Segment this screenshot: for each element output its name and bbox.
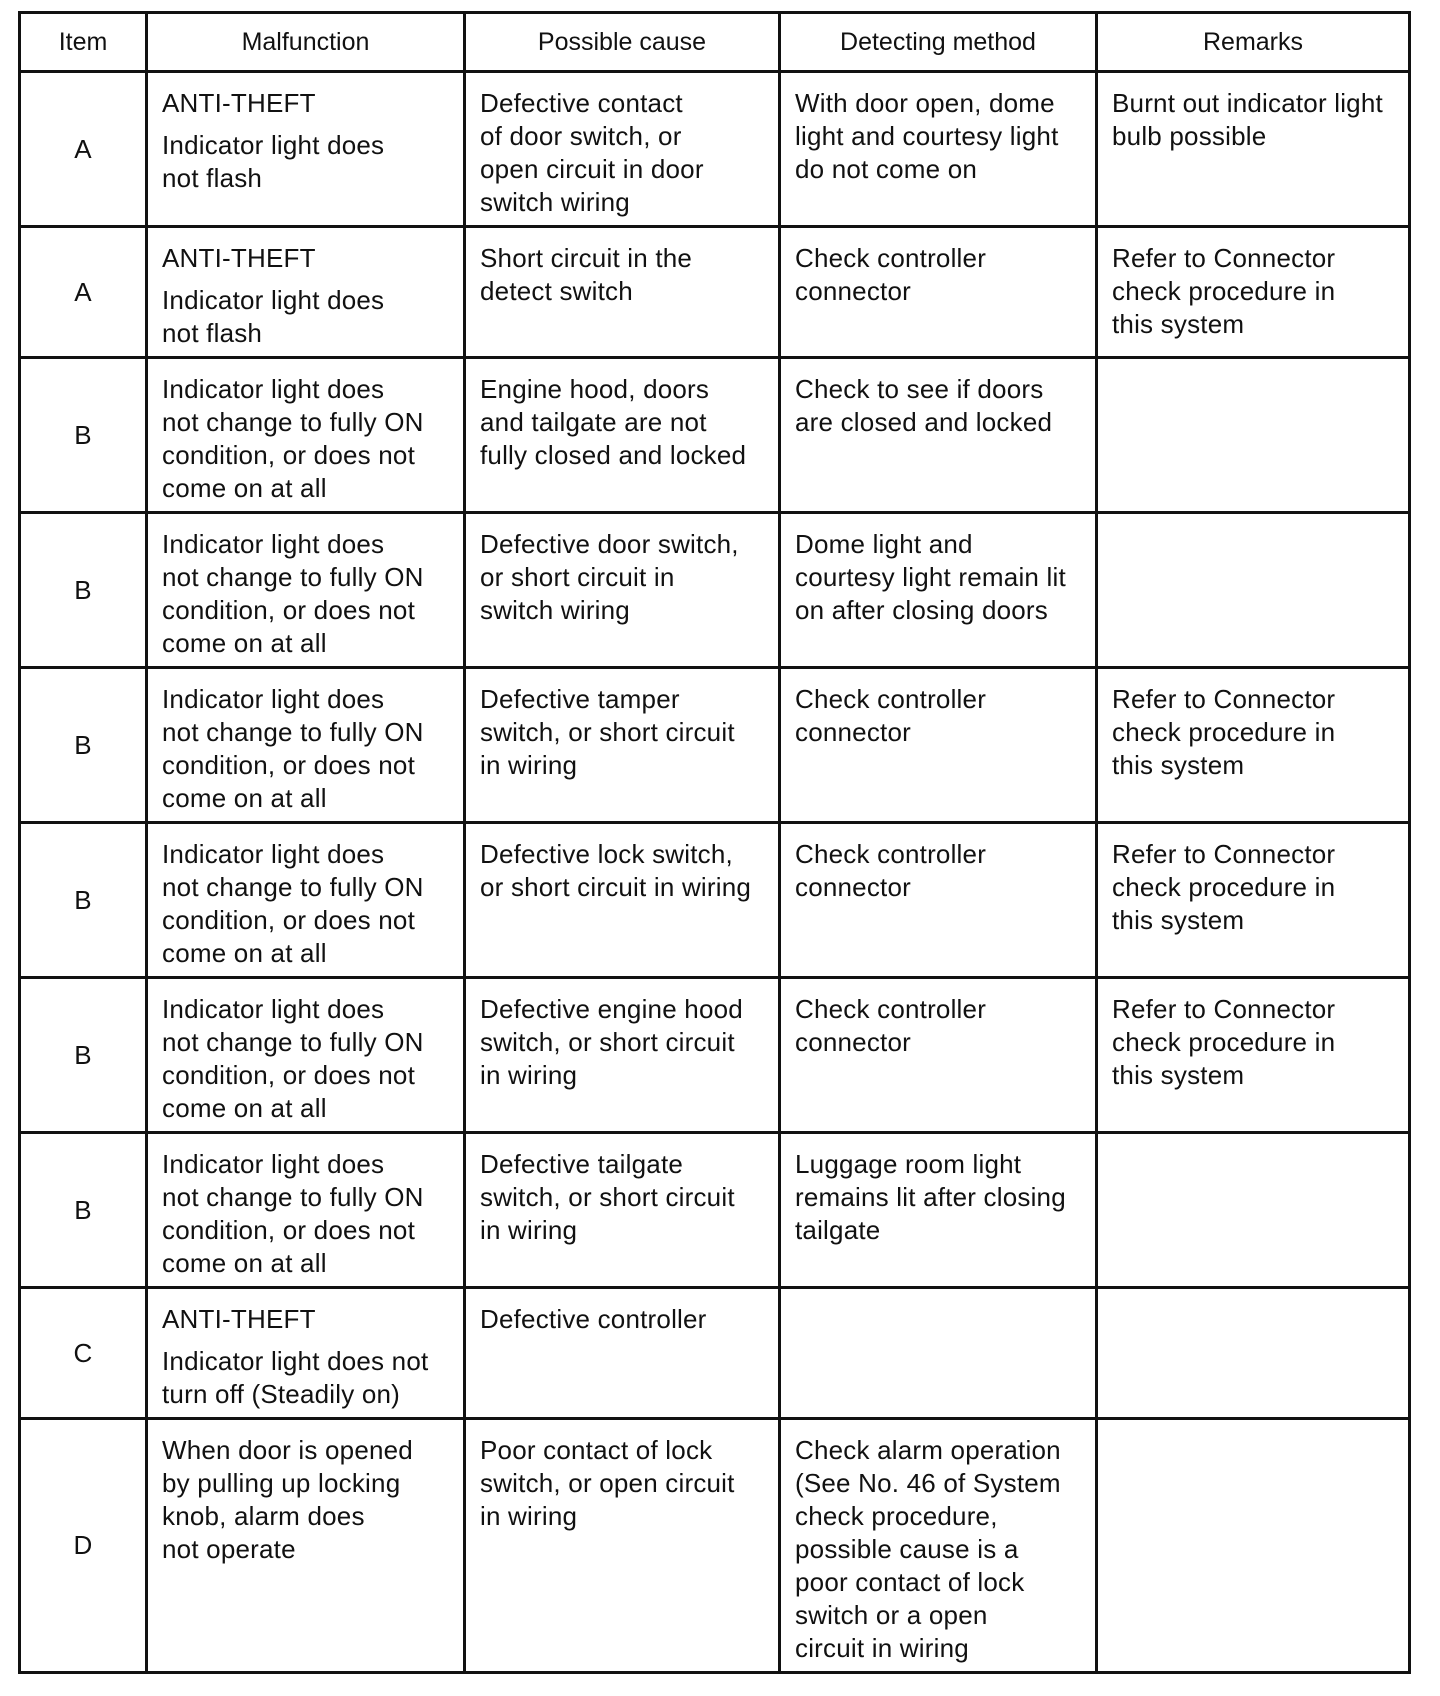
malfunction-line: Indicator light does: [162, 684, 385, 714]
method-line: connector: [795, 872, 911, 902]
item-cell: A: [20, 72, 147, 227]
malfunction-line: Indicator light does: [162, 130, 385, 160]
cause-cell: [465, 1419, 780, 1673]
table-row: [20, 1288, 1410, 1419]
method-line: courtesy light remain lit: [795, 562, 1066, 592]
remarks-line: this system: [1112, 1060, 1245, 1090]
remarks-line: Burnt out indicator light: [1112, 88, 1383, 118]
remarks-line: check procedure in: [1112, 276, 1336, 306]
remarks-cell: [1097, 513, 1410, 668]
method-cell: [780, 1288, 1097, 1419]
item-cell: A: [20, 227, 147, 358]
malfunction-line: Indicator light does: [162, 374, 385, 404]
method-cell: [780, 823, 1097, 978]
malfunction-line: When door is opened: [162, 1435, 413, 1465]
method-line: Check controller: [795, 684, 987, 714]
malfunction-line: condition, or does not: [162, 905, 416, 935]
method-line: poor contact of lock: [795, 1567, 1025, 1597]
malfunction-line: come on at all: [162, 938, 327, 968]
method-line: Luggage room light: [795, 1149, 1022, 1179]
malfunction-line: come on at all: [162, 783, 327, 813]
table-row: [20, 227, 1410, 358]
cause-cell: [465, 1133, 780, 1288]
method-cell: [780, 1133, 1097, 1288]
header-possible-cause: Possible cause: [465, 13, 780, 72]
method-line: do not come on: [795, 154, 978, 184]
cause-cell: [465, 358, 780, 513]
malfunction-cell: [147, 72, 465, 227]
malfunction-line: turn off (Steadily on): [162, 1379, 401, 1409]
method-cell: [780, 1419, 1097, 1673]
malfunction-line: condition, or does not: [162, 595, 416, 625]
remarks-cell: [1097, 978, 1410, 1133]
method-line: connector: [795, 1027, 911, 1057]
method-line: are closed and locked: [795, 407, 1053, 437]
method-cell: [780, 72, 1097, 227]
cause-line: of door switch, or: [480, 121, 682, 151]
remarks-cell: [1097, 668, 1410, 823]
malfunction-line: Indicator light does: [162, 1149, 385, 1179]
method-line: Check controller: [795, 994, 987, 1024]
cause-line: Poor contact of lock: [480, 1435, 713, 1465]
remarks-cell: [1097, 227, 1410, 358]
table-row: [20, 72, 1410, 227]
malfunction-line: Indicator light does: [162, 285, 385, 315]
header-remarks: Remarks: [1097, 13, 1410, 72]
malfunction-line: ANTI-THEFT: [162, 88, 316, 118]
cause-line: switch wiring: [480, 595, 630, 625]
remarks-line: check procedure in: [1112, 1027, 1336, 1057]
cause-line: switch, or open circuit: [480, 1468, 735, 1498]
cause-line: in wiring: [480, 1215, 578, 1245]
method-cell: [780, 978, 1097, 1133]
remarks-cell: [1097, 1288, 1410, 1419]
cause-line: or short circuit in wiring: [480, 872, 752, 902]
method-line: Check to see if doors: [795, 374, 1044, 404]
malfunction-line: Indicator light does: [162, 839, 385, 869]
header-malfunction: Malfunction: [147, 13, 465, 72]
cause-line: Defective door switch,: [480, 529, 739, 559]
malfunction-cell: [147, 1419, 465, 1673]
method-line: remains lit after closing: [795, 1182, 1066, 1212]
malfunction-line: not flash: [162, 163, 263, 193]
malfunction-line: by pulling up locking: [162, 1468, 401, 1498]
cause-cell: [465, 513, 780, 668]
item-cell: D: [20, 1419, 147, 1673]
cause-cell: [465, 227, 780, 358]
malfunction-line: condition, or does not: [162, 440, 416, 470]
table-row: [20, 668, 1410, 823]
malfunction-cell: [147, 823, 465, 978]
cause-line: Short circuit in the: [480, 243, 693, 273]
cause-line: in wiring: [480, 1501, 578, 1531]
table-row: [20, 1419, 1410, 1673]
malfunction-line: not change to fully ON: [162, 1027, 424, 1057]
cause-line: switch, or short circuit: [480, 1027, 735, 1057]
header-item: Item: [20, 13, 147, 72]
method-line: on after closing doors: [795, 595, 1048, 625]
malfunction-cell: [147, 513, 465, 668]
method-cell: [780, 227, 1097, 358]
method-cell: [780, 358, 1097, 513]
method-line: Dome light and: [795, 529, 973, 559]
remarks-cell: [1097, 72, 1410, 227]
header-row: [20, 13, 1410, 72]
malfunction-line: come on at all: [162, 628, 327, 658]
item-cell: C: [20, 1288, 147, 1419]
cause-line: Defective lock switch,: [480, 839, 733, 869]
troubleshooting-table: [18, 11, 1411, 1674]
cause-cell: [465, 823, 780, 978]
method-line: Check controller: [795, 243, 987, 273]
method-line: (See No. 46 of System: [795, 1468, 1061, 1498]
remarks-cell: [1097, 823, 1410, 978]
method-line: switch or a open: [795, 1600, 988, 1630]
malfunction-line: come on at all: [162, 1093, 327, 1123]
remarks-cell: [1097, 358, 1410, 513]
method-line: tailgate: [795, 1215, 881, 1245]
cause-line: in wiring: [480, 750, 578, 780]
remarks-line: check procedure in: [1112, 872, 1336, 902]
cause-line: Defective contact: [480, 88, 683, 118]
malfunction-line: Indicator light does not: [162, 1346, 429, 1376]
method-line: Check controller: [795, 839, 987, 869]
item-cell: B: [20, 1133, 147, 1288]
remarks-line: this system: [1112, 905, 1245, 935]
cause-line: Defective tamper: [480, 684, 680, 714]
malfunction-line: not change to fully ON: [162, 407, 424, 437]
item-cell: B: [20, 513, 147, 668]
malfunction-cell: [147, 227, 465, 358]
item-cell: B: [20, 978, 147, 1133]
method-line: connector: [795, 276, 911, 306]
malfunction-line: ANTI-THEFT: [162, 243, 316, 273]
method-line: light and courtesy light: [795, 121, 1059, 151]
malfunction-line: Indicator light does: [162, 529, 385, 559]
method-cell: [780, 668, 1097, 823]
cause-cell: [465, 72, 780, 227]
malfunction-line: not operate: [162, 1534, 296, 1564]
method-line: circuit in wiring: [795, 1633, 969, 1663]
remarks-line: check procedure in: [1112, 717, 1336, 747]
header-detecting-method: Detecting method: [780, 13, 1097, 72]
cause-cell: [465, 978, 780, 1133]
cause-line: switch, or short circuit: [480, 1182, 735, 1212]
malfunction-line: condition, or does not: [162, 750, 416, 780]
method-cell: [780, 513, 1097, 668]
malfunction-line: condition, or does not: [162, 1215, 416, 1245]
remarks-cell: [1097, 1419, 1410, 1673]
cause-line: Engine hood, doors: [480, 374, 710, 404]
malfunction-line: not change to fully ON: [162, 1182, 424, 1212]
malfunction-line: Indicator light does: [162, 994, 385, 1024]
table-row: [20, 1133, 1410, 1288]
malfunction-cell: [147, 1288, 465, 1419]
malfunction-line: come on at all: [162, 1248, 327, 1278]
cause-cell: [465, 1288, 780, 1419]
remarks-line: bulb possible: [1112, 121, 1267, 151]
item-cell: B: [20, 668, 147, 823]
malfunction-cell: [147, 668, 465, 823]
method-line: connector: [795, 717, 911, 747]
table-body: [20, 72, 1410, 1673]
malfunction-cell: [147, 978, 465, 1133]
malfunction-line: come on at all: [162, 473, 327, 503]
table-row: [20, 823, 1410, 978]
cause-line: Defective controller: [480, 1304, 707, 1334]
method-line: Check alarm operation: [795, 1435, 1061, 1465]
cause-line: and tailgate are not: [480, 407, 707, 437]
remarks-line: Refer to Connector: [1112, 684, 1336, 714]
table-row: [20, 978, 1410, 1133]
method-line: possible cause is a: [795, 1534, 1019, 1564]
malfunction-cell: [147, 1133, 465, 1288]
malfunction-line: not change to fully ON: [162, 717, 424, 747]
remarks-cell: [1097, 1133, 1410, 1288]
remarks-line: this system: [1112, 309, 1245, 339]
cause-line: switch wiring: [480, 187, 630, 217]
cause-line: Defective engine hood: [480, 994, 743, 1024]
remarks-line: Refer to Connector: [1112, 994, 1336, 1024]
remarks-line: this system: [1112, 750, 1245, 780]
cause-line: open circuit in door: [480, 154, 704, 184]
method-line: check procedure,: [795, 1501, 998, 1531]
item-cell: B: [20, 358, 147, 513]
malfunction-line: ANTI-THEFT: [162, 1304, 316, 1334]
malfunction-line: knob, alarm does: [162, 1501, 365, 1531]
cause-line: or short circuit in: [480, 562, 675, 592]
cause-line: detect switch: [480, 276, 633, 306]
table-row: [20, 513, 1410, 668]
malfunction-line: not change to fully ON: [162, 872, 424, 902]
remarks-line: Refer to Connector: [1112, 243, 1336, 273]
cause-cell: [465, 668, 780, 823]
cause-line: Defective tailgate: [480, 1149, 684, 1179]
cause-line: fully closed and locked: [480, 440, 747, 470]
method-line: With door open, dome: [795, 88, 1055, 118]
malfunction-line: condition, or does not: [162, 1060, 416, 1090]
malfunction-line: not flash: [162, 318, 263, 348]
malfunction-line: not change to fully ON: [162, 562, 424, 592]
cause-line: switch, or short circuit: [480, 717, 735, 747]
malfunction-cell: [147, 358, 465, 513]
remarks-line: Refer to Connector: [1112, 839, 1336, 869]
table-row: [20, 358, 1410, 513]
cause-line: in wiring: [480, 1060, 578, 1090]
item-cell: B: [20, 823, 147, 978]
